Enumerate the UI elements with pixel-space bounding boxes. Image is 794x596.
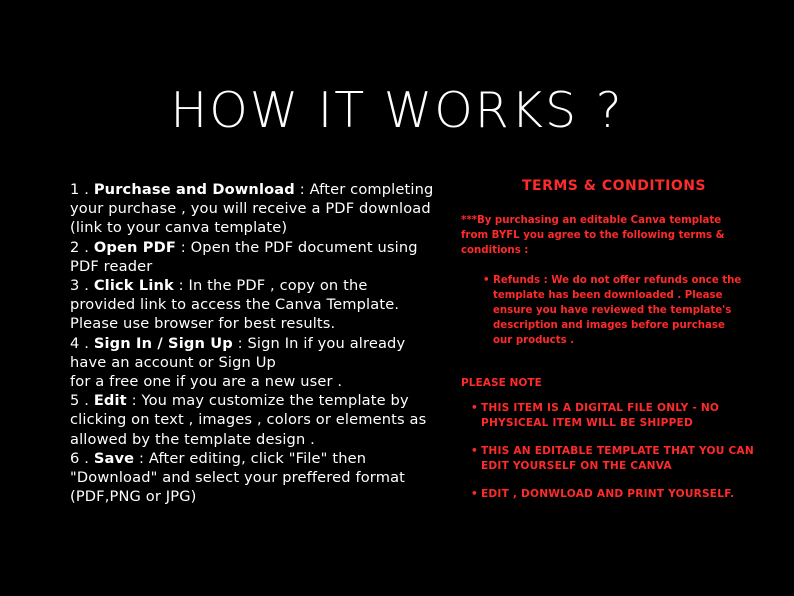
step-5-line-1: 5 . Edit : You may customize the template by <box>70 392 409 410</box>
step-5-heading: Edit <box>93 392 127 410</box>
step-1-line-3: (link to your canva template) <box>70 219 288 237</box>
step-1-line-1: 1 . Purchase and Download : After completing <box>70 181 434 198</box>
terms-intro: ***By purchasing an editable Canva template from BYFL you agree to the following terms & conditions : <box>461 215 725 256</box>
step-6-line-2: "Download" and select your preffered format <box>70 469 406 487</box>
step-1-heading: Purchase and Download <box>93 181 295 198</box>
please-note-label: PLEASE NOTE <box>461 377 542 389</box>
step-1-line-2: your purchase , you will receive a PDF download <box>70 200 431 218</box>
step-2-heading: Open PDF <box>93 238 177 256</box>
refunds-item: • Refunds : We do not offer refunds once the template has been downloaded . Please ensure you have reviewed the template's description and images before purchase our products . <box>472 273 761 348</box>
step-6-line-3: (PDF,PNG or JPG) <box>70 488 197 506</box>
step-4-heading: Sign In / Sign Up <box>93 334 233 352</box>
step-3-heading: Click Link <box>93 277 174 295</box>
step-4-line-2: have an account or Sign Up <box>70 353 276 371</box>
step-5-line-3: allowed by the template design . <box>70 430 315 448</box>
step-6-line-1: 6 . Save : After editing, click "File" then <box>70 449 367 467</box>
terms-title: TERMS & CONDITIONS <box>521 178 707 194</box>
note-item-editable: • THIS AN EDITABLE TEMPLATE THAT YOU CAN EDIT YOURSELF ON THE CANVA <box>461 444 761 474</box>
step-4-line-1: 4 . Sign In / Sign Up : Sign In if you already <box>70 334 406 352</box>
notes-list <box>461 401 761 502</box>
terms-panel <box>461 178 761 515</box>
terms-list <box>461 273 761 348</box>
note-item-print: • EDIT , DONWLOAD AND PRINT YOURSELF. <box>461 487 761 502</box>
step-6-heading: Save <box>93 449 135 467</box>
step-5-line-2: clicking on text , images , colors or elements as <box>70 411 427 429</box>
page-title: HOW IT WORKS ? <box>170 82 624 139</box>
step-3-line-1: 3 . Click Link : In the PDF , copy on the <box>70 277 368 295</box>
step-4-line-3: for a free one if you are a new user . <box>70 373 343 391</box>
step-3-line-2: provided link to access the Canva Template. <box>70 296 400 314</box>
note-item-digital: • THIS ITEM IS A DIGITAL FILE ONLY - NO PHYSICEAL ITEM WILL BE SHIPPED <box>461 401 761 431</box>
steps-list <box>70 180 445 506</box>
step-3-line-3: Please use browser for best results. <box>70 315 336 333</box>
step-2-line-2: PDF reader <box>70 257 153 275</box>
step-2-line-1: 2 . Open PDF : Open the PDF document using <box>70 238 418 256</box>
